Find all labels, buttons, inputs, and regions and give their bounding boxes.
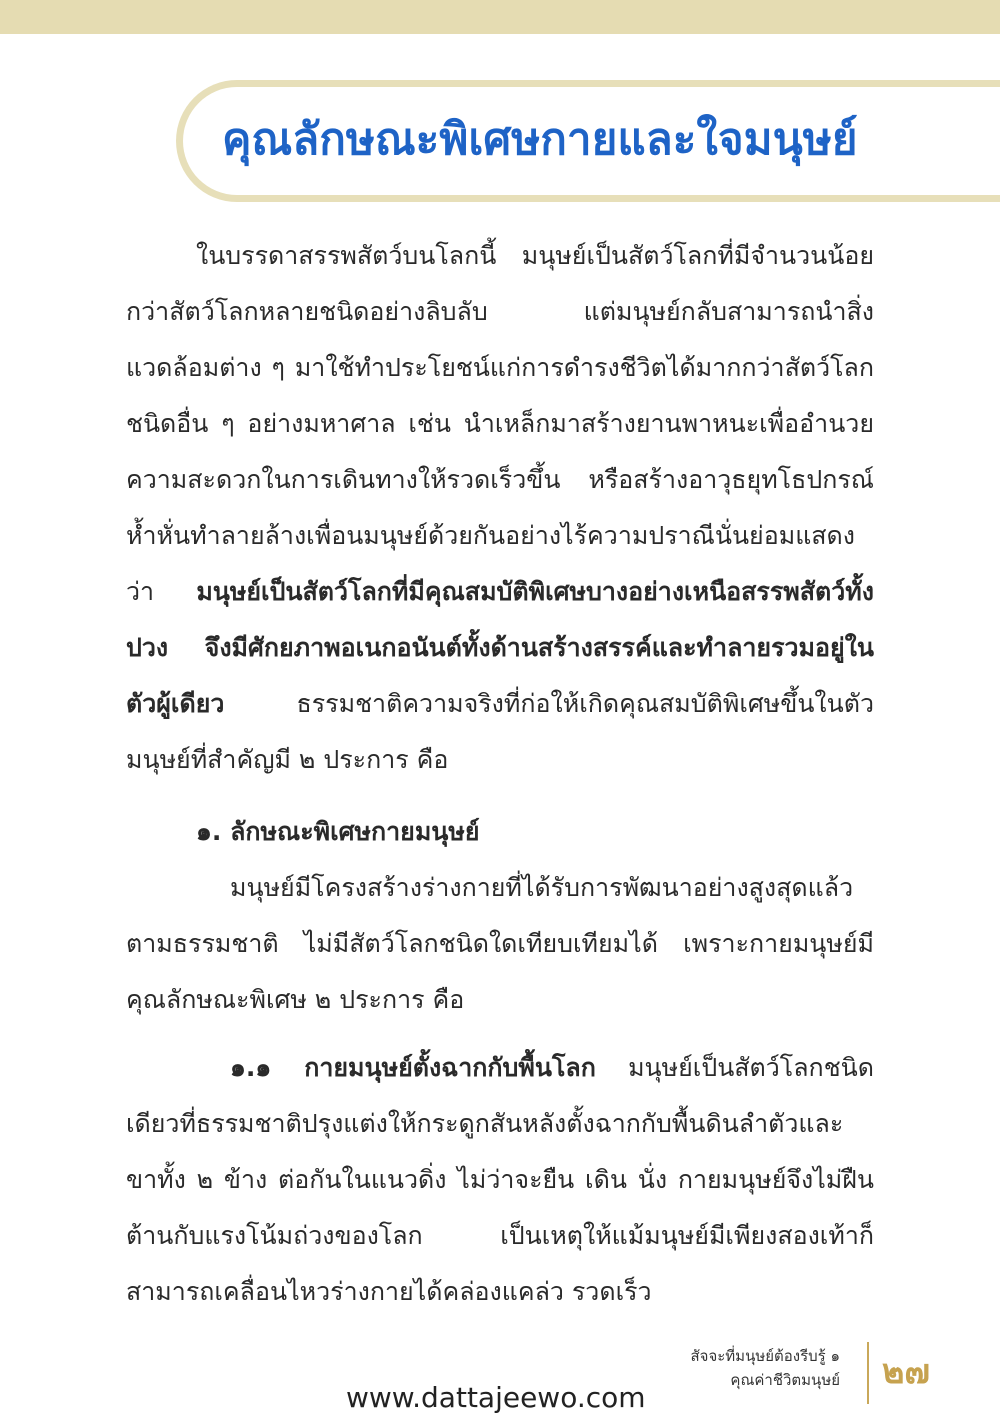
section-1-1-paragraph	[126, 1040, 874, 1320]
page-number: ๒๗	[882, 1352, 930, 1392]
intro-text-2: ธรรมชาติความจริงที่ก่อให้เกิดคุณสมบัติพิเศษขึ้นในตัวมนุษย์ที่สำคัญมี ๒ ประการ คือ	[126, 689, 874, 774]
footer-subtitle-line-1: สัจจะที่มนุษย์ต้องรีบรู้ ๑	[690, 1347, 840, 1365]
body-text	[126, 228, 874, 1320]
section-1-1-heading: ๑.๑ กายมนุษย์ตั้งฉากกับพื้นโลก	[230, 1053, 596, 1082]
footer-book-subtitle	[691, 1344, 841, 1392]
website-url: www.dattajeewo.com	[346, 1381, 646, 1414]
intro-text-1: ในบรรดาสรรพสัตว์บนโลกนี้ มนุษย์เป็นสัตว์โลกที่มีจำนวนน้อยกว่าสัตว์โลกหลายชนิดอย่างลิบลับ แต่มนุษย์กลับสามารถนำสิ่งแวดล้อมต่าง ๆ มาใช้ทำประโยชน์แก่การดำรงชีวิตได้มากกว่าสัตว์โลกชนิดอื่น ๆ อย่างมหาศาล เช่น นำเหล็กมาสร้างยานพาหนะเพื่ออำนวยความสะดวกในการเดินทางให้รวดเร็วขึ้น หรือสร้างอาวุธยุทโธปกรณ์ ห้ำหั่นทำลายล้างเพื่อนมนุษย์ด้วยกันอย่างไร้ความปราณีนั่นย่อมแสดงว่า	[126, 241, 874, 606]
section-1-heading: ๑. ลักษณะพิเศษกายมนุษย์	[196, 817, 480, 846]
page-title: คุณลักษณะพิเศษกายและใจมนุษย์	[222, 114, 858, 165]
footer-subtitle-line-2: คุณค่าชีวิตมนุษย์	[730, 1371, 840, 1389]
intro-paragraph	[126, 228, 874, 788]
footer-divider	[867, 1342, 869, 1404]
top-decorative-band	[0, 0, 1000, 34]
intro-bold-text: มนุษย์เป็นสัตว์โลกที่มีคุณสมบัติพิเศษบางอย่างเหนือสรรพสัตว์ทั้งปวง จึงมีศักยภาพอเนกอนันต์ทั้งด้านสร้างสรรค์และทำลายรวมอยู่ในตัวผู้เดียว	[126, 577, 874, 718]
section-1-1-text: มนุษย์เป็นสัตว์โลกชนิดเดียวที่ธรรมชาติปรุงแต่งให้กระดูกสันหลังตั้งฉากกับพื้นดินลำตัวและขาทั้ง ๒ ข้าง ต่อกันในแนวดิ่ง ไม่ว่าจะยืน เดิน นั่ง กายมนุษย์จึงไม่ฝืนต้านกับแรงโน้มถ่วงของโลก เป็นเหตุให้แม้มนุษย์มีเพียงสองเท้าก็สามารถเคลื่อนไหวร่างกายได้คล่องแคล่ว รวดเร็ว	[126, 1053, 874, 1306]
section-1-paragraph: มนุษย์มีโครงสร้างร่างกายที่ได้รับการพัฒนาอย่างสูงสุดแล้วตามธรรมชาติ ไม่มีสัตว์โลกชนิดใดเทียบเทียมได้ เพราะกายมนุษย์มีคุณลักษณะพิเศษ ๒ ประการ คือ	[126, 873, 874, 1014]
